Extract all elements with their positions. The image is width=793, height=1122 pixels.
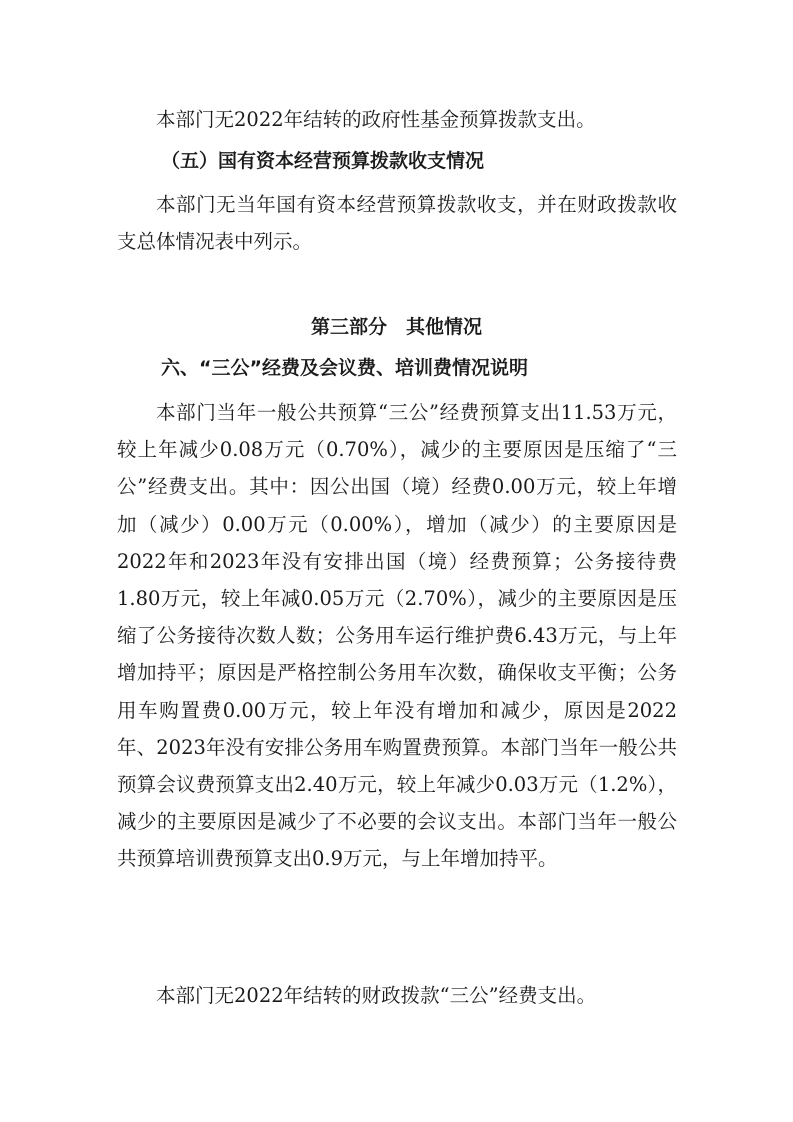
paragraph-state-capital: 本部门无当年国有资本经营预算拨款收支，并在财政拨款收支总体情况表中列示。 <box>117 193 677 254</box>
part-three-heading: 第三部分 其他情况 <box>310 316 482 338</box>
section-heading-three-public: 六、“三公”经费及会议费、培训费情况说明 <box>161 357 528 379</box>
paragraph-carryover: 本部门无2022年结转的财政拨款“三公”经费支出。 <box>156 984 597 1007</box>
paragraph-gov-fund: 本部门无2022年结转的政府性基金预算拨款支出。 <box>156 108 596 131</box>
paragraph-three-public-details: 本部门当年一般公共预算“三公”经费预算支出11.53万元，较上年减少0.08万元（0.70%），减少的主要原因是压缩了“三公”经费支出。其中：因公出国（境）经费0.00万元，较上年增加（减少）0.00万元（0.00%），增加（减少）的主要原因是2022年和2023年没有安排出国（境）经费预算；公务接待费1.80万元，较上年减0.05万元（2.70%），减少的主要原因是压缩了公务接待次数人数；公务用车运行维护费6.43万元，与上年增加持平；原因是严格控制公务用车次数，确保收支平衡；公务用车购置费0.00万元，较上年没有增加和减少，原因是2022年、2023年没有安排公务用车购置费预算。本部门当年一般公共预算会议费预算支出2.40万元，较上年减少0.03万元（1.2%），减少的主要原因是减少了不必要的会议支出。本部门当年一般公共预算培训费预算支出0.9万元，与上年增加持平。 <box>117 401 677 871</box>
section-heading-state-capital: （五）国有资本经营预算拨款收支情况 <box>161 150 485 172</box>
